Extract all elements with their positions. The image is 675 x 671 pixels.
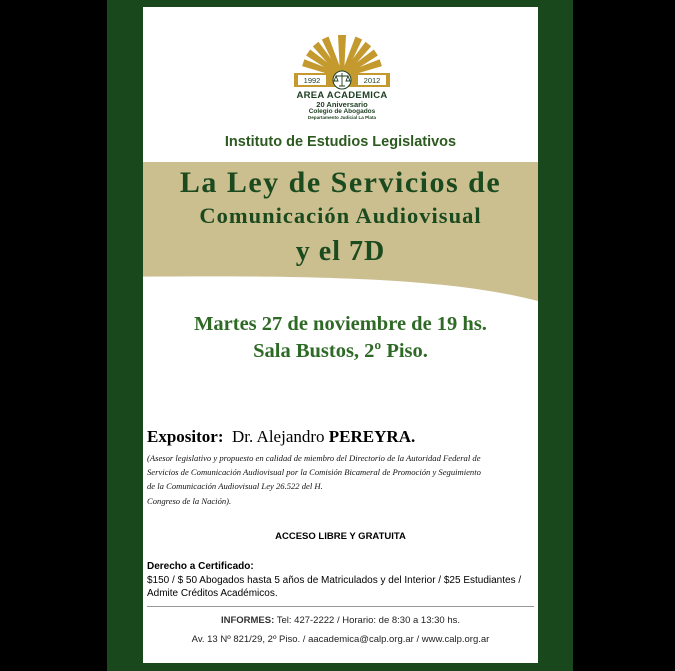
logo-line-departamento: Departamento Judicial La Plata <box>307 114 377 120</box>
bio-line: Congreso de la Nación). <box>147 495 232 506</box>
title-line-2: Comunicación Audiovisual <box>199 203 482 228</box>
area-academica-logo <box>294 29 390 97</box>
logo-line-area: AREA ACADEMICA <box>296 90 388 101</box>
info-label: INFORMES: <box>220 615 275 626</box>
bio-line: (Asesor legislativo y propuesto en calidad de miembro del Directorio de la Autoridad Federal de <box>147 453 481 463</box>
logo-line-aniversario: 20 Aniversario <box>316 99 368 109</box>
info-line-1 <box>143 615 538 626</box>
speaker-bio <box>147 451 535 508</box>
bio-line: Servicios de Comunicación Audiovisual por la Comisión Bicameral de Promoción y Seguimiento <box>147 467 481 478</box>
title-line-3: y el 7D <box>295 236 386 267</box>
logo-line-colegio: Colegio de Abogados <box>308 107 376 115</box>
event-place: Sala Bustos, 2º Piso. <box>253 340 428 362</box>
info-phone-hours: Tel: 427-2222 / Horario: de 8:30 a 13:30 hs. <box>276 615 461 626</box>
info-line-2: Av. 13 Nº 821/29, 2º Piso. / aacademica@calp.org.ar / www.calp.org.ar <box>191 634 490 645</box>
bio-line: de la Comunicación Audiovisual Ley 26.522 del H. <box>147 481 323 492</box>
year-right: 2012 <box>363 76 381 85</box>
poster-frame <box>107 0 573 671</box>
certificate-text: $150 / $ 50 Abogados hasta 5 años de Matriculados y del Interior / $25 Estudiantes / Admite Créditos Académicos. <box>147 575 522 599</box>
institute-name: Instituto de Estudios Legislativos <box>224 134 457 150</box>
poster-sheet <box>143 7 538 663</box>
year-left: 1992 <box>303 76 321 85</box>
speaker-line <box>147 427 415 447</box>
divider <box>147 606 534 607</box>
title-line-1: La Ley de Servicios de <box>179 166 502 199</box>
speaker-label: Expositor: <box>147 427 224 446</box>
certificate-title: Derecho a Certificado: <box>147 561 254 572</box>
access-notice: ACCESO LIBRE Y GRATUITA <box>275 531 406 542</box>
speaker-name-prefix: Dr. Alejandro <box>232 427 325 446</box>
logo-caption <box>243 91 441 120</box>
event-date: Martes 27 de noviembre de 19 hs. <box>194 313 487 335</box>
speaker-surname: PEREYRA. <box>328 427 416 446</box>
